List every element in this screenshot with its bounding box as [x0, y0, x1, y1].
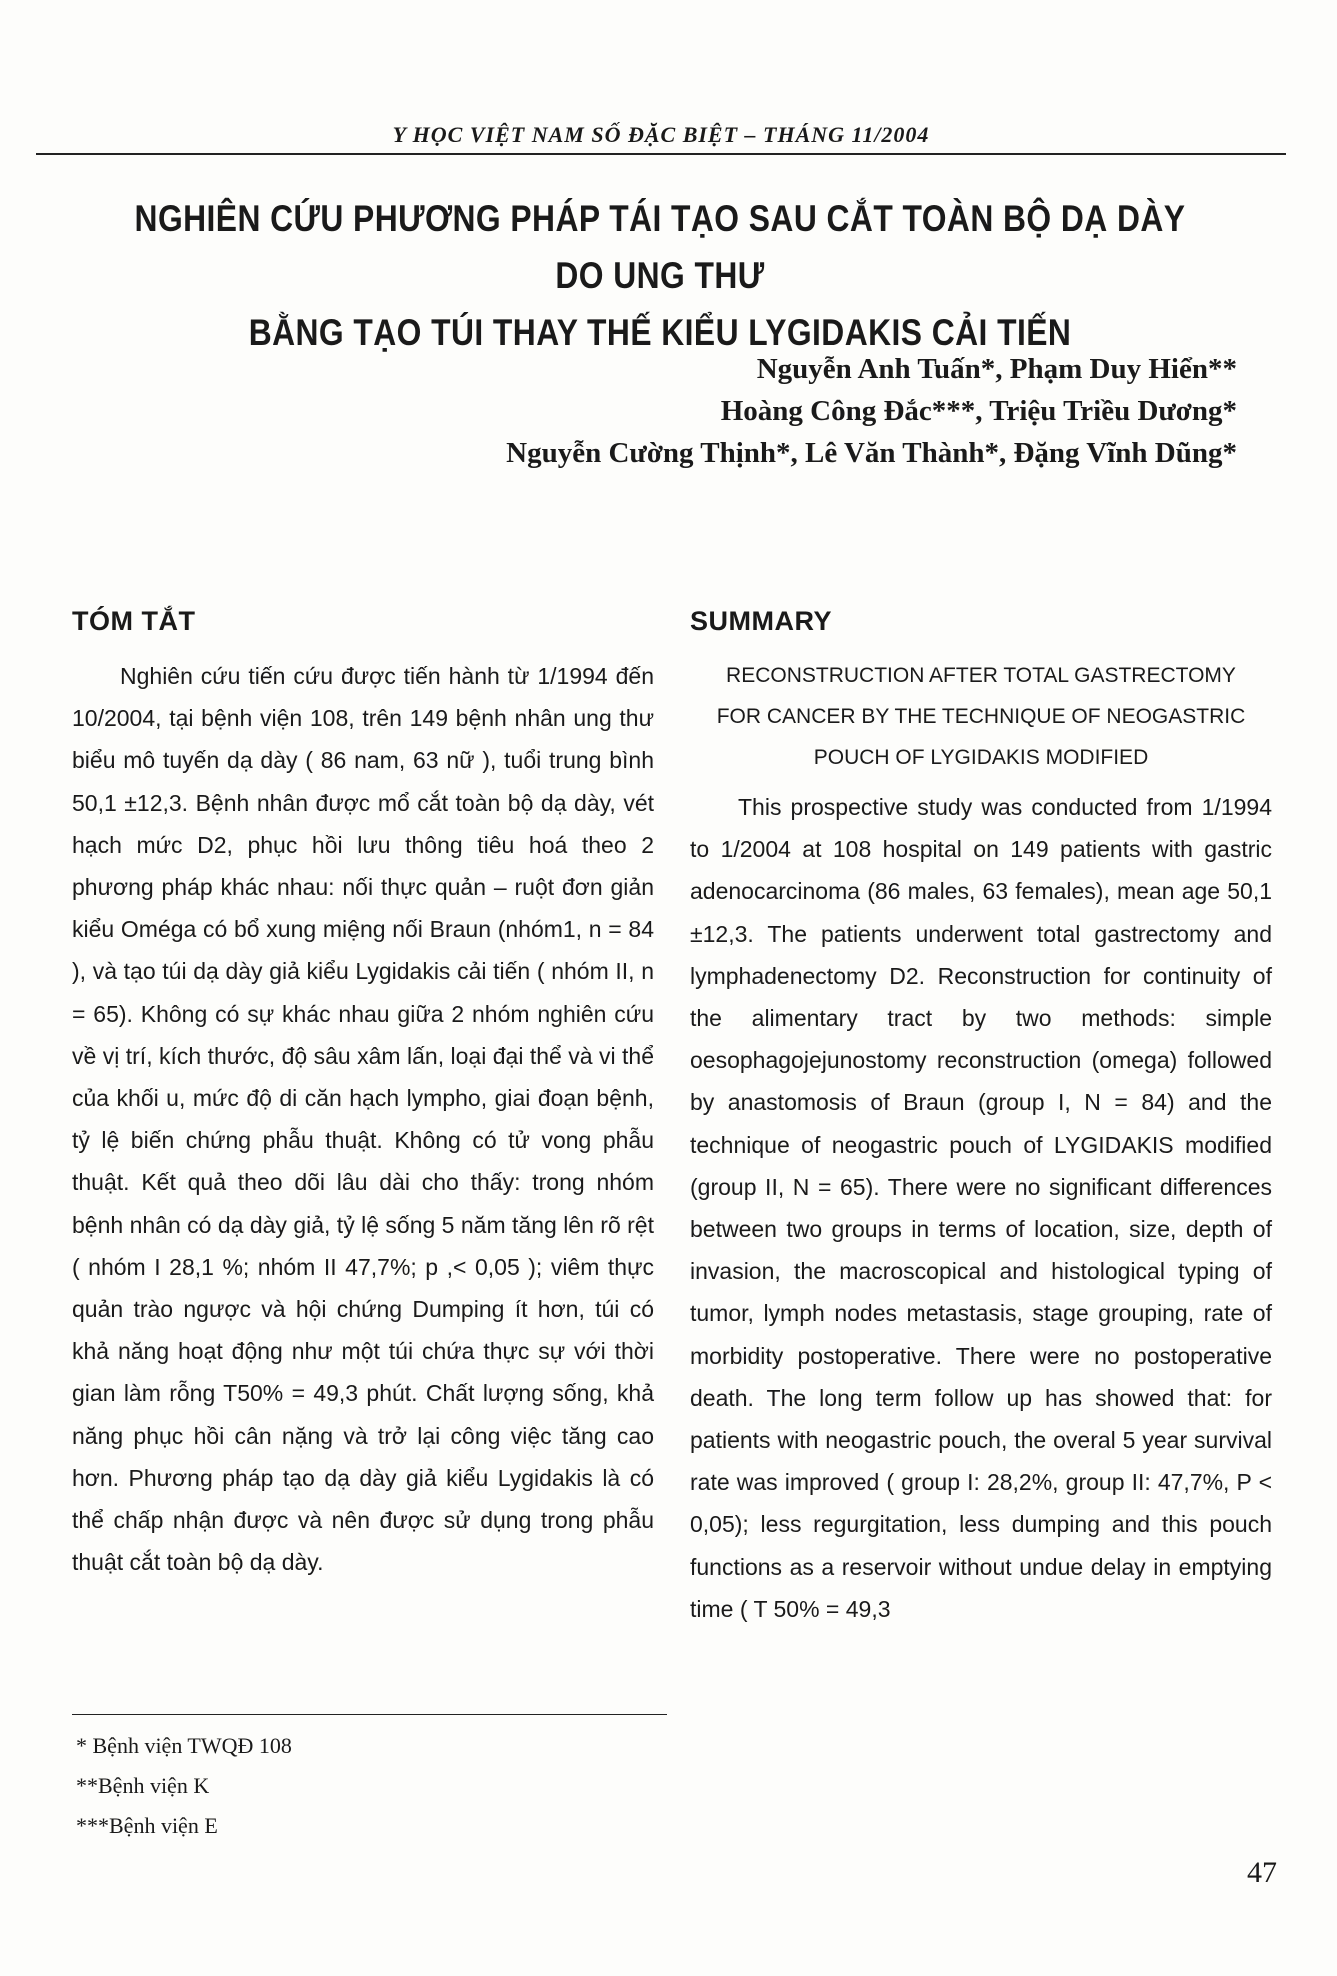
title-line-2: BẰNG TẠO TÚI THAY THẾ KIỂU LYGIDAKIS CẢI TIẾN	[248, 312, 1072, 353]
abstract-vietnamese	[72, 606, 654, 1583]
author-line-3: Nguyễn Cường Thịnh*, Lê Văn Thành*, Đặng Vĩnh Dũng*	[506, 437, 1237, 469]
title-line-1: NGHIÊN CỨU PHƯƠNG PHÁP TÁI TẠO SAU CẮT TOÀN BỘ DẠ DÀY DO UNG THƯ	[134, 198, 1186, 296]
summary-title-line-2: FOR CANCER BY THE TECHNIQUE OF NEOGASTRIC	[716, 705, 1246, 728]
author-list	[506, 348, 1237, 474]
summary-text: This prospective study was conducted from 1/1994 to 1/2004 at 108 hospital on 149 patients with gastric adenocarcinoma (86 males, 63 females), mean age 50,1 ±12,3. The patients underwent total gastrectomy and lymphadenectomy D2. Reconstruction for continuity of the alimentary tract by two methods: simple oesophagojejunostomy reconstruction (omega) followed by anastomosis of Braun (group I, N = 84) and the technique of neogastric pouch of LYGIDAKIS modified (group II, N = 65). There were no significant differences between two groups in terms of location, size, depth of invasion, the macroscopical and histological typing of tumor, lymph nodes metastasis, stage grouping, rate of morbidity postoperative. There were no postoperative death. The long term follow up has showed that: for patients with neogastric pouch, the overal 5 year survival rate was improved ( group I: 28,2%, group II: 47,7%, P < 0,05); less regurgitation, less dumping and this pouch functions as a reservoir without undue delay in emptying time ( T 50% = 49,3	[690, 794, 1272, 1622]
page-number: 47	[1247, 1856, 1277, 1889]
author-line-1: Nguyễn Anh Tuấn*, Phạm Duy Hiển**	[756, 353, 1237, 385]
abstract-vi-heading: TÓM TẮT	[72, 606, 196, 636]
summary-title-line-1: RECONSTRUCTION AFTER TOTAL GASTRECTOMY	[726, 664, 1236, 687]
footnote-1: * Bệnh viện TWQĐ 108	[76, 1733, 292, 1758]
author-line-2: Hoàng Công Đắc***, Triệu Triều Dương*	[720, 395, 1237, 427]
abstract-vi-text: Nghiên cứu tiến cứu được tiến hành từ 1/1994 đến 10/2004, tại bệnh viện 108, trên 149 bệnh nhân ung thư biểu mô tuyến dạ dày ( 86 nam, 63 nữ ), tuổi trung bình 50,1 ±12,3. Bệnh nhân được mổ cắt toàn bộ dạ dày, vét hạch mức D2, phục hồi lưu thông tiêu hoá theo 2 phương pháp khác nhau: nối thực quản – ruột đơn giản kiểu Oméga có bổ xung miệng nối Braun (nhóm1, n = 84 ), và tạo túi dạ dày giả kiểu Lygidakis cải tiến ( nhóm II, n = 65). Không có sự khác nhau giữa 2 nhóm nghiên cứu về vị trí, kích thước, độ sâu xâm lấn, loại đại thể và vi thể của khối u, mức độ di căn hạch lympho, giai đoạn bệnh, tỷ lệ biến chứng phẫu thuật. Không có tử vong phẫu thuật. Kết quả theo dõi lâu dài cho thấy: trong nhóm bệnh nhân có dạ dày giả, tỷ lệ sống 5 năm tăng lên rõ rệt ( nhóm I 28,1 %; nhóm II 47,7%; p ,< 0,05 ); viêm thực quản trào ngược và hội chứng Dumping ít hơn, túi có khả năng hoạt động như một túi chứa thực sự với thời gian làm rỗng T50% = 49,3 phút. Chất lượng sống, khả năng phục hồi cân nặng và trở lại công việc tăng cao hơn. Phương pháp tạo dạ dày giả kiểu Lygidakis là có thể chấp nhận được và nên được sử dụng trong phẫu thuật cắt toàn bộ dạ dày.	[72, 663, 654, 1576]
article-title	[127, 190, 1193, 361]
header-rule	[36, 153, 1286, 155]
summary-title	[690, 655, 1272, 778]
abstract-english	[690, 606, 1272, 1630]
footnotes	[76, 1726, 292, 1846]
footnote-2: **Bệnh viện K	[76, 1773, 210, 1798]
footnote-3: ***Bệnh viện E	[76, 1813, 218, 1838]
summary-title-line-3: POUCH OF LYGIDAKIS MODIFIED	[813, 746, 1149, 769]
journal-header: Y HỌC VIỆT NAM SỐ ĐẶC BIỆT – THÁNG 11/2004	[392, 122, 930, 147]
footnote-rule	[72, 1714, 667, 1715]
summary-heading: SUMMARY	[690, 606, 832, 636]
